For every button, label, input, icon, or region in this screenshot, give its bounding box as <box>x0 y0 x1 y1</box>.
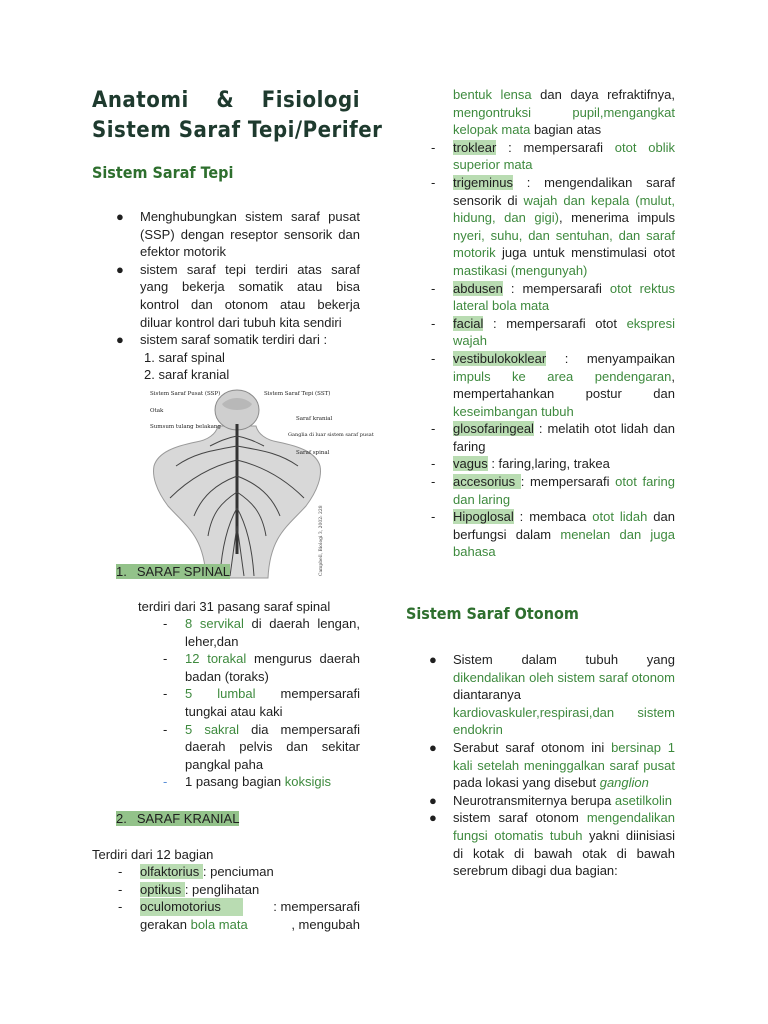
title-word-3: Fisiologi <box>261 88 360 113</box>
list-item: ● Serabut saraf otonom ini bersinap 1 kali setelah meninggalkan saraf pusat pada lokasi yang disebut ganglion <box>429 739 675 791</box>
list-item: ● sistem saraf somatik terdiri dari : <box>116 332 328 348</box>
sub-item: 2. saraf kranial <box>144 367 230 383</box>
otonom-bullets <box>425 651 675 880</box>
title-word-1: Anatomi <box>92 88 189 113</box>
list-item-cont: gerakan bola mata , mengubah <box>140 916 360 932</box>
list-item-trigeminus: - trigeminus : mengendalikan saraf sensorik di wajah dan kepala (mulut, hidung, dan gigi), menerima impuls nyeri, suhu, dan sentuhan, dan saraf motorik juga untuk menstimulasi otot mastikasi (mengunyah) <box>431 174 675 278</box>
fig-label-kranial: Saraf kranial <box>296 416 333 422</box>
bullet-icon: ● <box>429 652 437 667</box>
list-item: - 8 servikal di daerah lengan, leher,dan <box>163 616 360 649</box>
fig-label-otak: Otak <box>150 408 164 414</box>
list-item-accesorius: - accesorius : mempersarafi otot faring dan laring <box>431 474 675 507</box>
document-title <box>92 86 382 146</box>
list-item-glosofaringeal: - glosofaringeal : melatih otot lidah dan faring <box>431 421 675 454</box>
list-item-vagus: - vagus : faring,laring, trakea <box>431 456 610 472</box>
spinal-intro: terdiri dari 31 pasang saraf spinal <box>138 599 331 614</box>
list-item-abdusen: - abdusen : mempersarafi otot rektus lateral bola mata <box>431 280 675 314</box>
spinal-heading: SARAF SPINAL <box>127 564 230 579</box>
kranial-list-right <box>425 86 675 561</box>
saraf-tepi-bullets <box>112 208 360 384</box>
list-item: ● Neurotransmiternya berupa asetilkolin <box>429 792 672 808</box>
bullet-icon: ● <box>116 332 124 348</box>
list-item-troklear: - troklear : mempersarafi otot oblik superior mata <box>431 139 675 173</box>
list-item-cont: bentuk lensa dan daya refraktifnya, mengontruksi pupil,mengangkat kelopak mata bagian atas <box>453 87 675 138</box>
list-item: ● sistem saraf tepi terdiri atas saraf yang bekerja somatik atau bisa kontrol dan otonom atau bekerja diluar kontrol dari tubuh kita sendiri <box>116 261 360 330</box>
kranial-heading: SARAF KRANIAL <box>127 811 240 826</box>
nervous-system-illustration <box>146 386 374 578</box>
kranial-list-left <box>112 863 360 933</box>
fig-credit: Campbell, Biologi 3, 2002: 228 <box>319 505 324 576</box>
spinal-number: 1. <box>116 564 127 579</box>
list-item: - 12 torakal mengurus daerah badan (toraks) <box>163 651 361 684</box>
kranial-number: 2. <box>116 811 127 826</box>
list-item: - 5 lumbal mempersarafi tungkai atau kaki <box>163 686 360 719</box>
fig-label-ssp: Sistem Saraf Pusat (SSP) <box>150 391 221 397</box>
sub-item: 1. saraf spinal <box>144 349 225 365</box>
list-item: ● Menghubungkan sistem saraf pusat (SSP) dengan reseptor sensorik dan efektor motorik <box>116 209 360 260</box>
bullet-icon: ● <box>116 261 124 277</box>
bullet-icon: ● <box>116 209 124 224</box>
title-word-2: & <box>216 88 235 113</box>
spinal-list <box>157 615 360 791</box>
fig-label-spinal: Saraf spinal <box>296 450 330 456</box>
list-item: - 5 sakral dia mempersarafi daerah pelvis dan sekitar pangkal paha <box>163 721 360 772</box>
fig-label-ganglia: Ganglia di luar sistem saraf pusat <box>288 432 374 438</box>
list-item: ● sistem saraf otonom mengendalikan fungsi otomatis tubuh yakni diinisiasi di kotak di bawah otak di bawah serebrum dibagi dua bagian: <box>429 810 675 879</box>
kranial-intro: Terdiri dari 12 bagian <box>92 847 214 862</box>
list-item: - olfaktorius : penciuman <box>118 864 274 879</box>
list-item: - 1 pasang bagian koksigis <box>163 774 332 790</box>
list-item-vestibulokoklear: - vestibulokoklear : menyampaikan impuls ke area pendengaran, mempertahankan postur dan keseimbangan tubuh <box>431 350 675 419</box>
title-line-2: Sistem Saraf Tepi/Perifer <box>92 118 383 143</box>
list-item: - optikus : penglihatan <box>118 881 260 897</box>
section-heading-otonom: Sistem Saraf Otonom <box>406 604 579 623</box>
list-item: - oculomotorius : mempersarafi <box>118 899 360 915</box>
bullet-icon: ● <box>429 810 437 826</box>
spinal-heading-row <box>116 564 230 579</box>
list-item-facial: - facial : mempersarafi otot ekspresi wajah <box>431 315 675 349</box>
fig-label-sst: Sistem Saraf Tepi (SST) <box>264 391 331 397</box>
bullet-icon: ● <box>429 739 437 755</box>
kranial-heading-row <box>116 811 239 826</box>
nervous-system-figure <box>146 386 374 578</box>
list-item: ● Sistem dalam tubuh yang dikendalikan oleh sistem saraf otonom diantaranya kardiovaskuler,respirasi,dan sistem endokrin <box>429 652 675 738</box>
fig-label-sumsum: Sumsum tulang belakang <box>150 424 221 430</box>
section-heading-saraf-tepi: Sistem Saraf Tepi <box>92 163 234 182</box>
list-item-hipoglosal: - Hipoglosal : membaca otot lidah dan berfungsi dalam menelan dan juga bahasa <box>431 509 675 560</box>
bullet-icon: ● <box>429 792 437 808</box>
